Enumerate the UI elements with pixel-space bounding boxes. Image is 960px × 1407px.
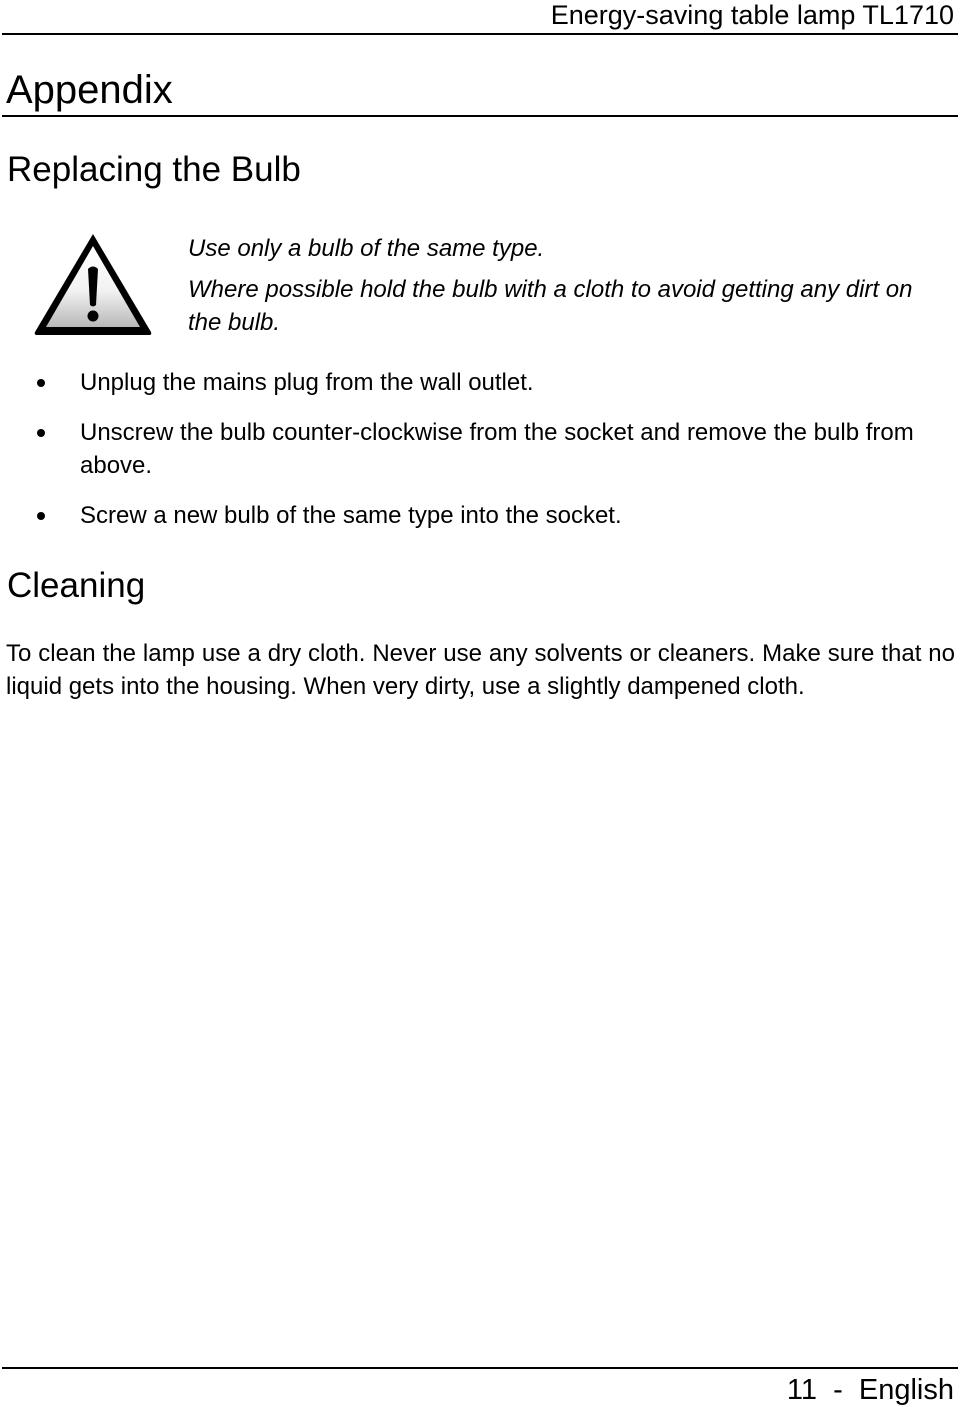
warning-icon: [32, 231, 154, 337]
document-header-title: Energy-saving table lamp TL1710: [550, 0, 954, 30]
warning-note: [188, 232, 948, 339]
bullet-dot-icon: [37, 512, 45, 520]
step-text: Screw a new bulb of the same type into the socket.: [80, 502, 622, 529]
step-text: Unscrew the bulb counter-clockwise from the socket and remove the bulb from above.: [80, 419, 914, 479]
appendix-heading: Appendix: [6, 68, 173, 112]
warning-line: Use only a bulb of the same type.: [188, 235, 545, 262]
header-rule: [2, 33, 958, 35]
warning-line: Where possible hold the bulb with a cloth to avoid getting any dirt on the bulb.: [188, 276, 913, 336]
cleaning-paragraph: To clean the lamp use a dry cloth. Never use any solvents or cleaners. Make sure that no liquid gets into the housing. When very dirty, use a slightly dampened cloth.: [6, 640, 955, 700]
replacement-steps-list: [0, 366, 960, 532]
page-number-label: 11 - English: [786, 1374, 954, 1406]
list-item: [0, 499, 938, 532]
bullet-dot-icon: [37, 379, 45, 387]
list-item: [0, 366, 938, 399]
step-text: Unplug the mains plug from the wall outlet.: [80, 369, 534, 396]
cleaning-heading: Cleaning: [7, 566, 146, 605]
appendix-rule: [2, 115, 958, 117]
footer-rule: [2, 1367, 958, 1369]
bullet-dot-icon: [37, 429, 45, 437]
list-item: [0, 416, 938, 482]
replacing-bulb-heading: Replacing the Bulb: [7, 150, 301, 189]
